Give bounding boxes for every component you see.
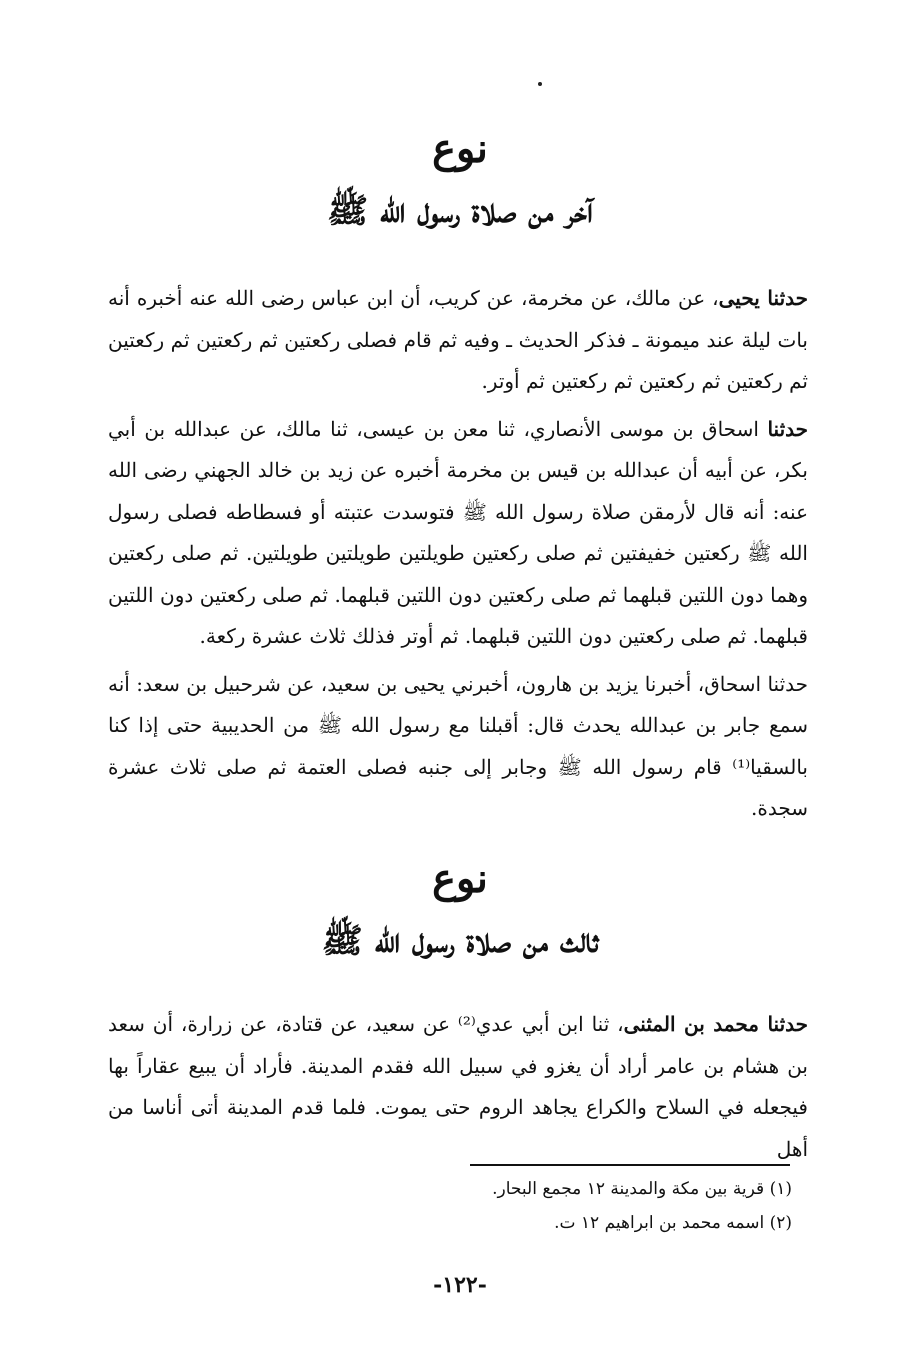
paragraph	[108, 1004, 808, 1170]
section-2-body	[108, 1004, 808, 1170]
section-2-subtitle-wrap	[0, 916, 920, 966]
paragraph	[108, 278, 808, 403]
paragraph-lead: حدثنا محمد بن المثنى	[623, 1012, 808, 1036]
paragraph-lead: حدثنا يحيى	[718, 286, 808, 310]
footnotes	[192, 1172, 792, 1240]
section-2-header	[0, 852, 920, 906]
section-2-heading: نوع	[432, 855, 488, 902]
section-1-body	[108, 278, 808, 830]
paragraph-text: ، ثنا ابن أبي عدي⁽²⁾ عن سعيد، عن قتادة، عن زرارة، أن سعد بن هشام بن عامر أراد أن يغزو في سبيل الله فقدم المدينة. فأراد أن يبيع عقاراً بها فيجعله في السلاح والكراع يجاهد الروم حتى يموت. فلما قدم المدينة أتى أناسا من أهل	[108, 1012, 808, 1161]
paragraph-text: ، عن مالك، عن مخرمة، عن كريب، أن ابن عباس رضى الله عنه أخبره أنه بات ليلة عند ميمونة ـ فذكر الحديث ـ وفيه ثم قام فصلى ركعتين ثم ركعتين ثم ركعتين ثم ركعتين ثم ركعتين ثم ركعتين ثم أوتر.	[108, 286, 808, 393]
paragraph-lead: حدثنا	[767, 416, 808, 441]
paragraph	[108, 664, 808, 830]
section-1-heading: نوع	[432, 125, 488, 172]
footnote-2: (٢) اسمه محمد بن ابراهيم ١٢ ت.	[554, 1213, 792, 1233]
footnote-divider	[470, 1164, 790, 1166]
ink-dot	[538, 82, 542, 86]
footnote-1: (١) قرية بين مكة والمدينة ١٢ مجمع البحار.	[492, 1179, 792, 1199]
page-number: -١٢٢-	[433, 1272, 487, 1298]
section-2-subtitle: ثالث من صلاة رسول الله ﷺ	[321, 921, 599, 961]
section-1-header	[0, 122, 920, 176]
paragraph	[108, 409, 808, 658]
paragraph-text: حدثنا اسحاق، أخبرنا يزيد بن هارون، أخبرني يحيى بن سعيد، عن شرحبيل بن سعد: أنه سمع جابر بن عبدالله يحدث قال: أقبلنا مع رسول الله ﷺ من الحديبية حتى إذا كنا بالسقيا⁽¹⁾ قام رسول الله ﷺ وجابر إلى جنبه فصلى العتمة ثم صلى ثلاث عشرة سجدة.	[108, 671, 808, 820]
section-1-subtitle-wrap	[0, 186, 920, 236]
section-1-subtitle: آخر من صلاة رسول الله ﷺ	[327, 191, 593, 231]
paragraph-text: اسحاق بن موسى الأنصاري، ثنا معن بن عيسى، ثنا مالك، عن عبدالله بن أبي بكر، عن أبيه أن عبدالله بن قيس بن مخرمة أخبره عن زيد بن خالد الجهني رضى الله عنه: أنه قال لأرمقن صلاة رسول الله ﷺ فتوسدت عتبته أو فسطاطه فصلى رسول الله ﷺ ركعتين خفيفتين ثم صلى ركعتين طويلتين طويلتين طويلتين. ثم صلى ركعتين وهما دون اللتين قبلهما ثم صلى ركعتين دون اللتين قبلهما. ثم صلى ركعتين دون اللتين قبلهما. ثم صلى ركعتين دون اللتين قبلهما. ثم أوتر فذلك ثلاث عشرة ركعة.	[108, 416, 808, 648]
